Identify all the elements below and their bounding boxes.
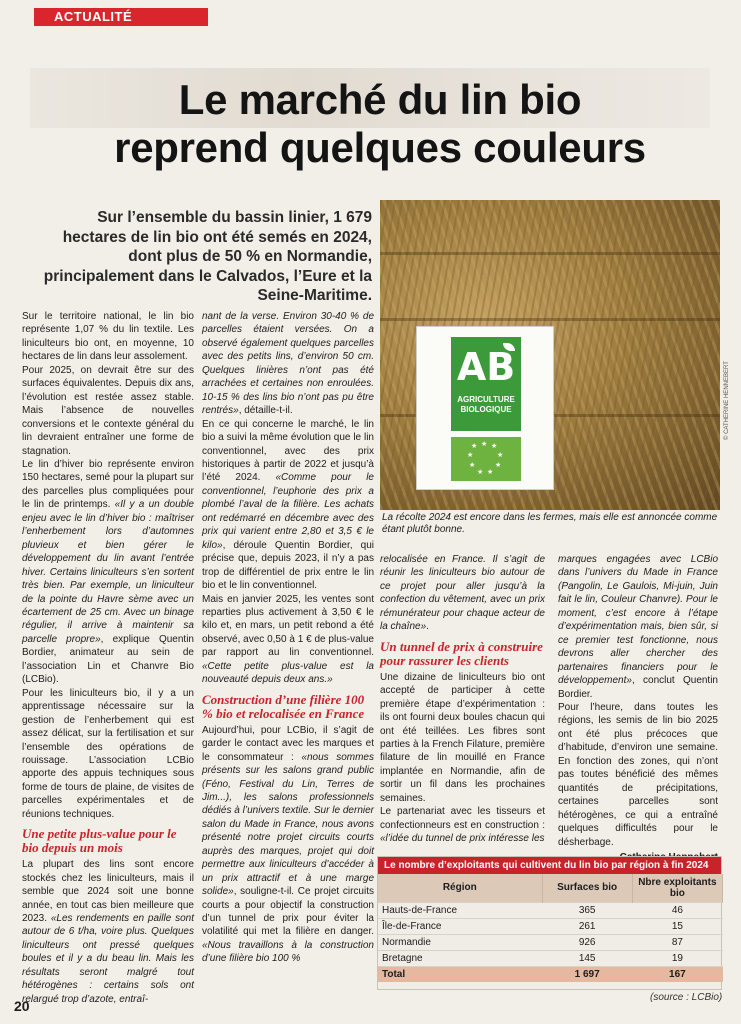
table-cell: 145 bbox=[542, 950, 632, 966]
headline-line-2: reprend quelques couleurs bbox=[114, 124, 646, 171]
quote-run: «Comme pour le conventionnel, l’euphorie des prix a plombé l’aval de la filière. Les achats ont redémarré en décembre avec des prix qui varient entre 2,80 et 3,5 € le kilo» bbox=[202, 472, 374, 551]
table-cell: 167 bbox=[632, 966, 722, 982]
page-number: 20 bbox=[14, 998, 30, 1014]
text-run: En ce qui concerne le marché, le lin bio a suivi la même évolution que le lin conventionnel, avec des prix historiques à partir de 2022 et jusqu’à l’été 2024. bbox=[202, 418, 374, 484]
table-cell: 46 bbox=[632, 902, 722, 918]
paragraph: Pour 2025, on devrait être sur des surfaces équivalentes. Depuis dix ans, l’évolution est restée assez stable. Mais l’absence de nouvelles conversions et le contexte général du lin devraient entraîner une forme de stagnation. bbox=[22, 364, 194, 457]
text-run: . bbox=[426, 621, 429, 633]
table-cell: Normandie bbox=[378, 934, 542, 950]
table-cell: 926 bbox=[542, 934, 632, 950]
text-run: , détaille-t-il. bbox=[238, 405, 293, 417]
text-run: , souligne-t-il. Ce projet circuits courts a pour objectif la construction d’un tunnel de prix pour éviter la volatilité qui met la filière en danger. bbox=[202, 886, 374, 938]
paragraph bbox=[22, 858, 194, 1006]
paragraph bbox=[380, 805, 545, 845]
column-header-surfaces: Surfaces bio bbox=[542, 874, 632, 902]
table-cell: Bretagne bbox=[378, 950, 542, 966]
paragraph bbox=[202, 310, 374, 418]
subheading: Une petite plus-value pour le bio depuis un mois bbox=[22, 826, 177, 856]
ab-logo-text-1: AGRICULTURE bbox=[457, 395, 515, 404]
subheading: Construction d’une filière 100 % bio et relocalisée en France bbox=[202, 691, 365, 721]
paragraph: Pour les liniculteurs bio, il y a un apprentissage nécessaire sur la gestion de l’enherbement qui est assez délicat, sur la fertilisation et sur l’ensemble des opérations de rouissage. L’association LCBio apporte des appuis techniques sous forme de tours de plaine, de visites de parcelles expérimentales et de réunions techniques. bbox=[22, 687, 194, 820]
photo-caption: La récolte 2024 est encore dans les fermes, mais elle est annoncée comme étant plutôt bonne. bbox=[382, 512, 718, 535]
paragraph: Pour l’heure, dans toutes les régions, les semis de lin bio 2025 ont été plus précoces que d’habitude, d’environ une semaine. En fonction des zones, qui n’ont pas toutes bénéficié des mêmes quantités de précipitations, certaines parcelles sont hétérogènes, ce qui a entraîné quelques difficultés pour le désherbage. bbox=[558, 701, 718, 848]
photo-credit: © CATHERINE HENNEBERT bbox=[724, 361, 730, 440]
table-header-row bbox=[378, 874, 723, 902]
section-tag: ACTUALITÉ bbox=[34, 8, 208, 26]
ab-logo bbox=[451, 337, 521, 431]
text-run: Le partenariat avec les tisseurs et confectionneurs est en construction : bbox=[380, 806, 545, 831]
data-table-box bbox=[377, 856, 722, 990]
quote-run: «Nous travaillons à la construction d’une filière bio 100 % bbox=[202, 939, 374, 965]
bale-strap bbox=[380, 252, 720, 255]
table-row bbox=[378, 918, 723, 934]
paragraph bbox=[22, 458, 194, 687]
article-column-1 bbox=[22, 310, 194, 1006]
ab-logo-text-2: BIOLOGIQUE bbox=[460, 405, 512, 414]
ab-logo-text bbox=[451, 395, 521, 415]
column-header-exploitants: Nbre exploitants bio bbox=[632, 874, 722, 902]
text-run: Aujourd’hui, pour LCBio, il s’agit de garder le contact avec les marques et le consommateur : bbox=[202, 724, 374, 763]
quote-run: «Il y a un double enjeu avec le lin d’hiver bio : maîtriser l’enherbement lors d’automnes pluvieux et bien gérer le développement du lin avant l’entrée hiver. Certains liniculteurs s’en sortent très bien. Par exemple, un liniculteur de la pointe du Havre sème avec un écartement de 25 cm. Avec un binage régulier, il arrive à maintenir sa parcelle propre» bbox=[22, 499, 194, 645]
table-cell: 15 bbox=[632, 918, 722, 934]
headline bbox=[60, 76, 700, 172]
quote-run: «nous sommes présents sur les salons grand public (Féno, Festival du Lin, Terres de Jim...), les salons professionnels dédiés à l’univers textile. Sur le dernier salon du Made in France, nous avons présenté notre projet circuits courts auprès des marques, projet qui doit permettre aux liniculteurs d’accéder à un prix attractif et à une marge solide» bbox=[202, 751, 374, 898]
table-cell: 261 bbox=[542, 918, 632, 934]
text-run: Le lin d’hiver bio représente environ 150 hectares, semé pour la plupart sur des parcelles plus compliquées pour le lin de printemps. bbox=[22, 458, 194, 511]
column-header-region: Région bbox=[378, 874, 542, 902]
table-row bbox=[378, 934, 723, 950]
hay-bales-photo bbox=[380, 200, 720, 510]
paragraph bbox=[202, 593, 374, 687]
text-run: La plupart des lins sont encore stockés chez les liniculteurs, mais il semble que 2024 soit une bonne année, en tout cas bien meilleure que 2023. bbox=[22, 859, 194, 925]
table-cell: Total bbox=[378, 966, 542, 982]
table-cell: 87 bbox=[632, 934, 722, 950]
quote-run: «Cette petite plus-value est la nouveauté depuis deux ans.» bbox=[202, 660, 374, 686]
quote-run: marques engagées avec LCBio dans l’univers du Made in France (Pangolin, Le Gaulois, Mi-juin, Juin fait le lin, Couleur Chanvre). Pour le moment, c’est encore à l’étape d’expérimentation mais, bien sûr, si ce premier test fonctionne, nous devrons aller chercher des partenaires financiers pour le développement» bbox=[558, 554, 718, 687]
headline-line-1: Le marché du lin bio bbox=[178, 76, 582, 123]
table-cell: Île-de-France bbox=[378, 918, 542, 934]
text-run: , conclut Quentin Bordier. bbox=[558, 675, 718, 700]
table-cell: 1 697 bbox=[542, 966, 632, 982]
text-run: Mais en janvier 2025, les ventes sont reparties plus activement à 3,50 € le kilo et, en mars, un petit rebond a été observé, avec 0,50 à 1 € de plus-value par rapport au lin conventionnel. bbox=[202, 593, 374, 659]
ab-logo-letters: AB bbox=[456, 345, 516, 389]
eu-organic-leaf-icon: ★ ★ ★ ★ ★ ★ ★ ★ ★ bbox=[451, 437, 521, 481]
ab-label-sign bbox=[416, 326, 554, 490]
quote-run: relocalisée en France. Il s’agit de réunir les liniculteurs bio autour de ce projet pour aller jusqu’à la confection du vêtement, avec un prix rémunérateur pour chaque acteur de la chaîne» bbox=[380, 554, 545, 633]
table-cell: 19 bbox=[632, 950, 722, 966]
article-column-3 bbox=[380, 553, 545, 846]
table-cell: 365 bbox=[542, 902, 632, 918]
quote-run: nant de la verse. Environ 30-40 % de parcelles étaient versées. On a observé également quelques parcelles avec des petits lins, d’environ 50 cm. Quelques linières n’ont pas été arrachées et certaines non enroulées. 10-15 % des lins bio n’ont pas pu être rentrés» bbox=[202, 311, 374, 417]
table-source: (source : LCBio) bbox=[650, 992, 723, 1003]
paragraph: Sur le territoire national, le lin bio représente 1,07 % du lin textile. Les liniculteurs bio ont, en moyenne, 10 hectares de lin dans leur assolement. bbox=[22, 311, 194, 363]
article-column-2 bbox=[202, 310, 374, 966]
table-title: Le nombre d’exploitants qui cultivent du lin bio par région à fin 2024 bbox=[378, 857, 721, 874]
text-run: , explique Quentin Bordier, animateur au sein de l’association Lin et Chanvre Bio (LCBio). bbox=[22, 633, 194, 686]
paragraph bbox=[202, 418, 374, 593]
paragraph: Une dizaine de liniculteurs bio ont accepté de participer à cette première étape d’expérimentation : ils ont fourni deux boules chacun qui ont été teillées. Les fibres sont parties à la French Filature, première filature de lin mouillé en France implantée en Normandie, afin de sortir un fil dans les prochaines semaines. bbox=[380, 671, 545, 804]
table-row bbox=[378, 902, 723, 918]
table-total-row bbox=[378, 966, 723, 982]
lead-paragraph: Sur l’ensemble du bassin linier, 1 679 hectares de lin bio ont été semés en 2024, dont plus de 50 % en Normandie, principalement dans le Calvados, l’Eure et la Seine-Maritime. bbox=[43, 209, 372, 304]
data-table bbox=[378, 874, 723, 982]
paragraph bbox=[380, 553, 545, 634]
subheading: Un tunnel de prix à construire pour rassurer les clients bbox=[380, 638, 543, 668]
quote-run: «Les rendements en paille sont autour de 6 t/ha, voire plus. Quelques liniculteurs ont pressé quelques boules et il y a du beau lin. Mais les résultats seront malgré tout hétérogènes : certains sols ont relargué trop d’azote, entraî- bbox=[22, 913, 194, 1005]
paragraph bbox=[202, 724, 374, 966]
article-column-4 bbox=[558, 553, 718, 864]
text-run: , déroule Quentin Bordier, qui précise que, depuis 2023, il n’y a pas trop de différentiel de prix entre le lin bio et le lin conventionnel. bbox=[202, 539, 374, 592]
table-cell: Hauts-de-France bbox=[378, 902, 542, 918]
quote-run: «l’idée du tunnel de prix intéresse les bbox=[380, 833, 545, 845]
bale-strap bbox=[380, 318, 720, 321]
paragraph bbox=[558, 553, 718, 701]
table-row bbox=[378, 950, 723, 966]
